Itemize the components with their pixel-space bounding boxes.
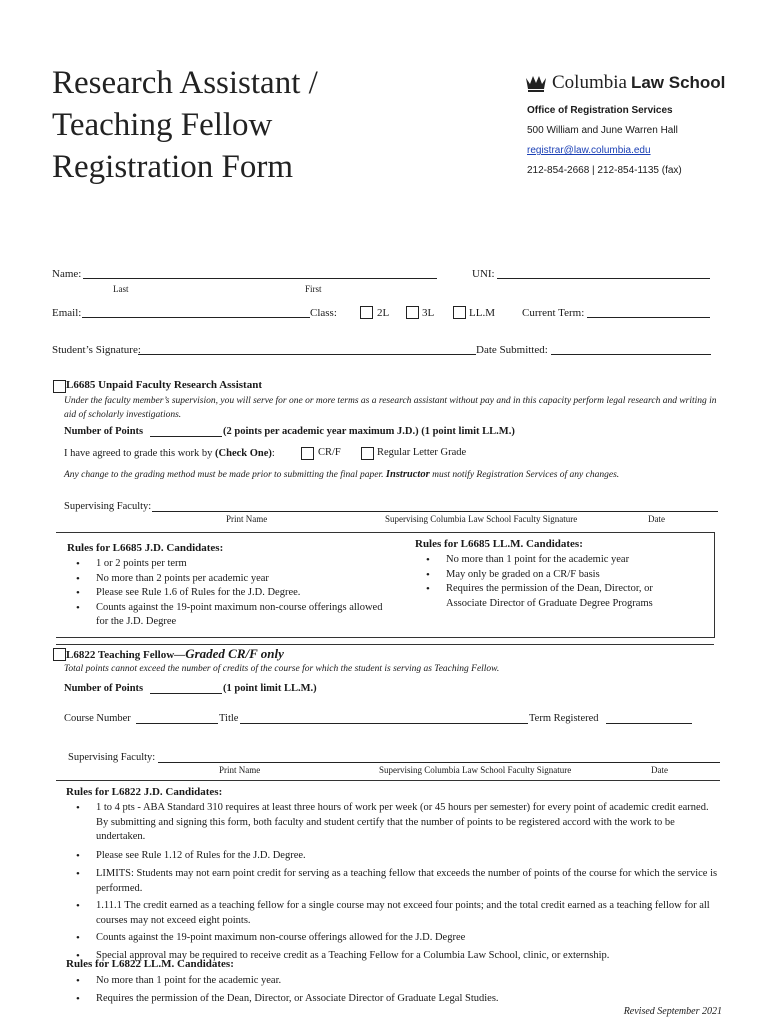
class-llm-checkbox[interactable] (453, 306, 466, 319)
l6685-llm-rules-list (414, 553, 660, 611)
l6822-title (66, 646, 284, 662)
l6685-points-input[interactable] (150, 436, 222, 437)
last-label: Last (113, 284, 129, 294)
grade-intro-text: I have agreed to grade this work by (64, 448, 213, 459)
uni-input[interactable] (497, 278, 710, 279)
l6822-supervising-input[interactable] (158, 762, 720, 763)
current-term-input[interactable] (587, 317, 710, 318)
course-number-input[interactable] (136, 723, 218, 724)
l6822-jd-rules-title: Rules for L6822 J.D. Candidates: (66, 786, 223, 798)
grade-crf-label: CR/F (318, 447, 341, 458)
l6822-llm-rules-title: Rules for L6822 LL.M. Candidates: (66, 958, 234, 970)
office-name: Office of Registration Services (527, 105, 673, 116)
l6822-date-label: Date (651, 765, 668, 775)
l6685-print-name-label: Print Name (226, 514, 268, 524)
l6822-rules-divider (56, 780, 720, 781)
date-submitted-label: Date Submitted: (476, 344, 548, 356)
course-number-label: Course Number (64, 713, 131, 724)
grading-change-note-b: Instructor (385, 469, 430, 480)
list-item: • No more than 1 point for the academic year. (62, 974, 718, 989)
list-item: • Special approval may be required to receive credit as a Teaching Fellow for a Columbia Law School, clinic, or externship. (62, 949, 718, 964)
grade-check-one: (Check One) (215, 448, 272, 459)
grading-change-note (64, 469, 619, 480)
list-item: • No more than 2 points per academic year (62, 572, 396, 587)
l6822-llm-rules-list (62, 974, 718, 1006)
l6822-title-a: L6822 Teaching Fellow— (66, 649, 186, 661)
uni-label: UNI: (472, 268, 495, 280)
l6685-checkbox[interactable] (53, 380, 66, 393)
list-item: • Counts against the 19-point maximum non-course offerings allowed for the J.D. Degree (62, 601, 396, 630)
logo-law-school: Law School (630, 73, 726, 92)
class-2l-checkbox[interactable] (360, 306, 373, 319)
l6822-title-b: Graded CR/F only (185, 646, 284, 661)
name-input[interactable] (83, 278, 437, 279)
l6685-description: Under the faculty member’s supervision, you will serve for one or more terms as a research assistant without pay and in this capacity perform legal research and writing in aid of scholarly investigations. (64, 396, 717, 420)
list-item: • Requires the permission of the Dean, Director, or Associate Director of Graduate Degree Programs (414, 582, 660, 611)
list-item: • 1.11.1 The credit earned as a teaching fellow for a single course may not exceed four points; and the total credit earned as a teaching fellow for all courses may not exceed eight points. (62, 899, 718, 928)
office-address: 500 William and June Warren Hall (527, 125, 678, 136)
grade-crf-checkbox[interactable] (301, 447, 314, 460)
l6685-supervising-input[interactable] (152, 511, 718, 512)
date-submitted-input[interactable] (551, 354, 711, 355)
l6685-jd-rules-title: Rules for L6685 J.D. Candidates: (67, 542, 224, 554)
l6685-date-label: Date (648, 514, 665, 524)
revised-date: Revised September 2021 (623, 1006, 722, 1017)
form-title-line-1: Research Assistant / (52, 65, 318, 101)
first-label: First (305, 284, 322, 294)
grading-change-note-c: must notify Registration Services of any changes. (432, 470, 620, 480)
class-llm-label: LL.M (469, 307, 495, 319)
l6822-points-label: Number of Points (64, 683, 144, 694)
l6822-checkbox[interactable] (53, 648, 66, 661)
l6822-signature-label: Supervising Columbia Law School Faculty Signature (379, 765, 572, 775)
list-item: • No more than 1 point for the academic year (414, 553, 660, 568)
grading-change-note-a: Any change to the grading method must be made prior to submitting the final paper. (64, 470, 384, 480)
crown-icon (524, 73, 548, 93)
student-signature-input[interactable] (138, 354, 476, 355)
l6822-jd-rules-list (62, 801, 718, 963)
l6685-points-note: (2 points per academic year maximum J.D.) (1 point limit LL.M.) (223, 426, 515, 437)
term-registered-input[interactable] (606, 723, 692, 724)
logo-columbia: Columbia (552, 72, 627, 93)
l6822-print-name-label: Print Name (219, 765, 261, 775)
l6822-supervising-label: Supervising Faculty: (68, 752, 156, 763)
course-title-label: Title (219, 713, 239, 724)
l6685-llm-rules-title: Rules for L6685 LL.M. Candidates: (415, 538, 583, 550)
list-item: • LIMITS: Students may not earn point credit for serving as a teaching fellow that exceeds the number of points of the course for which the service is performed. (62, 867, 718, 896)
email-input[interactable] (82, 317, 310, 318)
class-3l-checkbox[interactable] (406, 306, 419, 319)
list-item: • May only be graded on a CR/F basis (414, 568, 660, 583)
l6685-supervising-label: Supervising Faculty: (64, 501, 152, 512)
class-3l-label: 3L (422, 307, 435, 319)
term-registered-label: Term Registered (529, 713, 599, 724)
l6822-description: Total points cannot exceed the number of credits of the course for which the student is serving as Teaching Fellow. (64, 664, 500, 674)
l6685-points-label: Number of Points (64, 426, 144, 437)
grade-intro: I have agreed to grade this work by (Check One): (64, 448, 275, 459)
list-item: • 1 to 4 pts - ABA Standard 310 requires at least three hours of work per week (or 45 hours per semester) for every point of academic credit earned. By submitting and signing this form, both faculty and student certify that the number of points to be registered accord with the work to be undertaken. (62, 801, 718, 845)
l6822-points-input[interactable] (150, 693, 222, 694)
l6822-points-note: (1 point limit LL.M.) (223, 683, 317, 694)
name-label: Name: (52, 268, 82, 280)
section-divider (56, 644, 714, 645)
list-item: • Please see Rule 1.6 of Rules for the J.D. Degree. (62, 586, 396, 601)
office-phone: 212-854-2668 | 212-854-1135 (fax) (527, 165, 682, 176)
columbia-law-logo (524, 72, 725, 94)
email-label: Email: (52, 307, 82, 319)
grade-letter-label: Regular Letter Grade (377, 447, 467, 458)
l6685-signature-label: Supervising Columbia Law School Faculty Signature (385, 514, 578, 524)
student-signature-label: Student’s Signature: (52, 344, 141, 356)
list-item: • Counts against the 19-point maximum non-course offerings allowed for the J.D. Degree (62, 931, 718, 946)
form-title-line-2: Teaching Fellow (52, 107, 273, 143)
grade-letter-checkbox[interactable] (361, 447, 374, 460)
class-2l-label: 2L (377, 307, 390, 319)
current-term-label: Current Term: (522, 307, 585, 319)
form-title (52, 62, 318, 188)
list-item: • Requires the permission of the Dean, Director, or Associate Director of Graduate Legal Studies. (62, 992, 718, 1007)
l6685-title: L6685 Unpaid Faculty Research Assistant (66, 379, 262, 391)
l6685-jd-rules-list (62, 557, 396, 630)
office-email-link[interactable]: registrar@law.columbia.edu (527, 145, 651, 156)
class-label: Class: (310, 307, 337, 319)
form-title-line-3: Registration Form (52, 149, 294, 185)
list-item: • Please see Rule 1.12 of Rules for the J.D. Degree. (62, 849, 718, 864)
list-item: • 1 or 2 points per term (62, 557, 396, 572)
course-title-input[interactable] (240, 723, 528, 724)
